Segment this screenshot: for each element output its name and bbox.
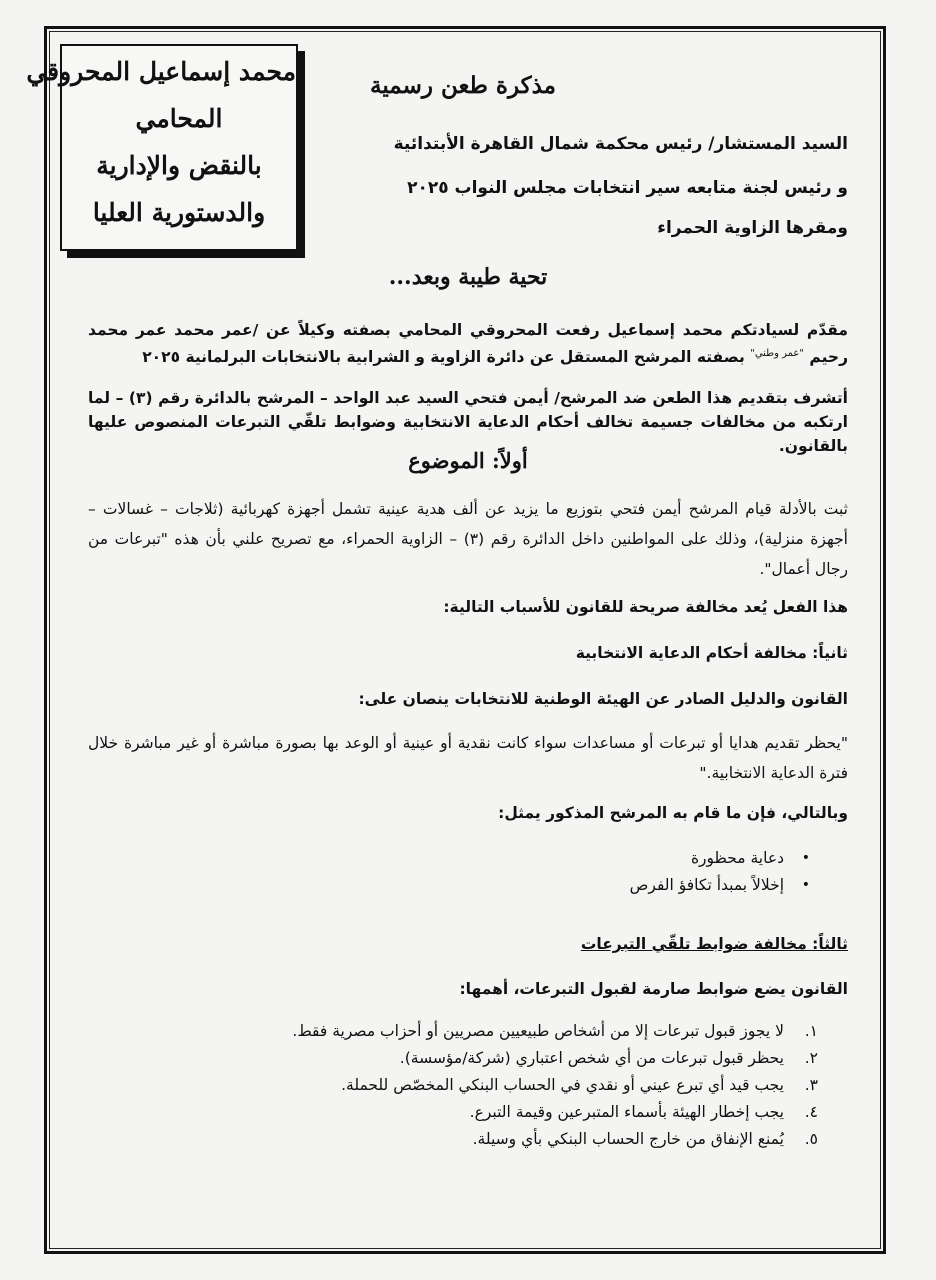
list-item: • دعاية محظورة [548, 845, 848, 872]
address-line-2: و رئيس لجنة متابعه سير انتخابات مجلس النواب ٢٠٢٥ [407, 178, 848, 198]
intro-paragraph [88, 318, 848, 369]
list-text: يجب إخطار الهيئة بأسماء المتبرعين وقيمة التبرع. [469, 1103, 784, 1121]
therefore-line: وبالتالي، فإن ما قام به المرشح المذكور يمثل: [498, 804, 848, 822]
list-item [88, 1018, 848, 1045]
facts-paragraph: ثبت بالأدلة قيام المرشح أيمن فتحي بتوزيع ما يزيد عن ألف هدية عينية تشمل أجهزة كهربائية (ثلاجات – غسالات – أجهزة منزلية)، وذلك على المواطنين داخل الدائرة رقم (٣) – الزاوية الحمراء، مع تصريح علني بأن هذه "تبرعات من رجال أعمال". [88, 500, 848, 578]
list-number: ٢. [804, 1049, 818, 1067]
stamp-line-court1: بالنقض والإدارية [96, 151, 262, 180]
list-number: ٤. [804, 1103, 818, 1121]
rules-list [88, 1018, 848, 1153]
list-text: يحظر قبول تبرعات من أي شخص اعتباري (شركة/مؤسسة). [399, 1049, 784, 1067]
lawyer-stamp [26, 44, 298, 251]
stamp-line-title: المحامي [135, 104, 223, 133]
law-intro: القانون والدليل الصادر عن الهيئة الوطنية للانتخابات ينصان على: [358, 690, 848, 708]
list-number: ٥. [804, 1130, 818, 1148]
address-line-3: ومقرها الزاوية الحمراء [657, 218, 848, 238]
list-item [88, 1099, 848, 1126]
violations-list [548, 845, 848, 899]
section-subject-heading: أولاً: الموضوع [408, 448, 528, 473]
section-3-heading: ثالثاً: مخالفة ضوابط تلقّي التبرعات [580, 935, 848, 953]
stamp-line-court2: والدستورية العليا [92, 198, 266, 227]
intro-nickname: "عمر وطني" [750, 348, 805, 359]
list-number: ٣. [804, 1076, 818, 1094]
list-item [88, 1045, 848, 1072]
list-text: لا يجوز قبول تبرعات إلا من أشخاص طبيعيين مصريين أو أحزاب مصرية فقط. [292, 1022, 784, 1040]
rules-intro: القانون يضع ضوابط صارمة لقبول التبرعات، أهمها: [459, 980, 848, 998]
list-text: يجب قيد أي تبرع عيني أو نقدي في الحساب البنكي المخصّص للحملة. [341, 1076, 784, 1094]
list-item [88, 1126, 848, 1153]
intro-text-2: بصفته المرشح المستقل عن دائرة الزاوية و الشرابية بالانتخابات البرلمانية ٢٠٢٥ [142, 348, 745, 367]
list-item [88, 1072, 848, 1099]
list-item: • إخلالاً بمبدأ تكافؤ الفرص [548, 872, 848, 899]
intro-text: مقدّم لسيادتكم محمد إسماعيل رفعت المحروقي المحامي بصفته وكيلاً عن /عمر محمد عمر محمد رحيم [88, 321, 848, 367]
violation-intro: هذا الفعل يُعد مخالفة صريحة للقانون للأسباب التالية: [443, 598, 848, 616]
list-number: ١. [804, 1022, 818, 1040]
law-quote: "يحظر تقديم هدايا أو تبرعات أو مساعدات سواء كانت نقدية أو عينية أو الوعد بها بصورة مباشرة أو غير مباشرة خلال فترة الدعاية الانتخابية." [88, 734, 848, 782]
document-title: مذكرة طعن رسمية [370, 72, 556, 99]
stamp-line-name: محمد إسماعيل المحروقي [26, 57, 296, 86]
address-line-1: السيد المستشار/ رئيس محكمة شمال القاهرة الأبتدائية [393, 134, 848, 154]
list-text: يُمنع الإنفاق من خارج الحساب البنكي بأي وسيلة. [472, 1130, 784, 1148]
honor-paragraph: أتشرف بتقديم هذا الطعن ضد المرشح/ أيمن فتحي السيد عبد الواحد – المرشح بالدائرة رقم (٣) – لما ارتكبه من مخالفات جسيمة تخالف أحكام الدعاية الانتخابية وضوابط تلقّي التبرعات المنصوص عليها بالقانون. [88, 389, 848, 455]
section-2-heading: ثانياً: مخالفة أحكام الدعاية الانتخابية [575, 644, 848, 662]
greeting: تحية طيبة وبعد... [388, 264, 548, 290]
